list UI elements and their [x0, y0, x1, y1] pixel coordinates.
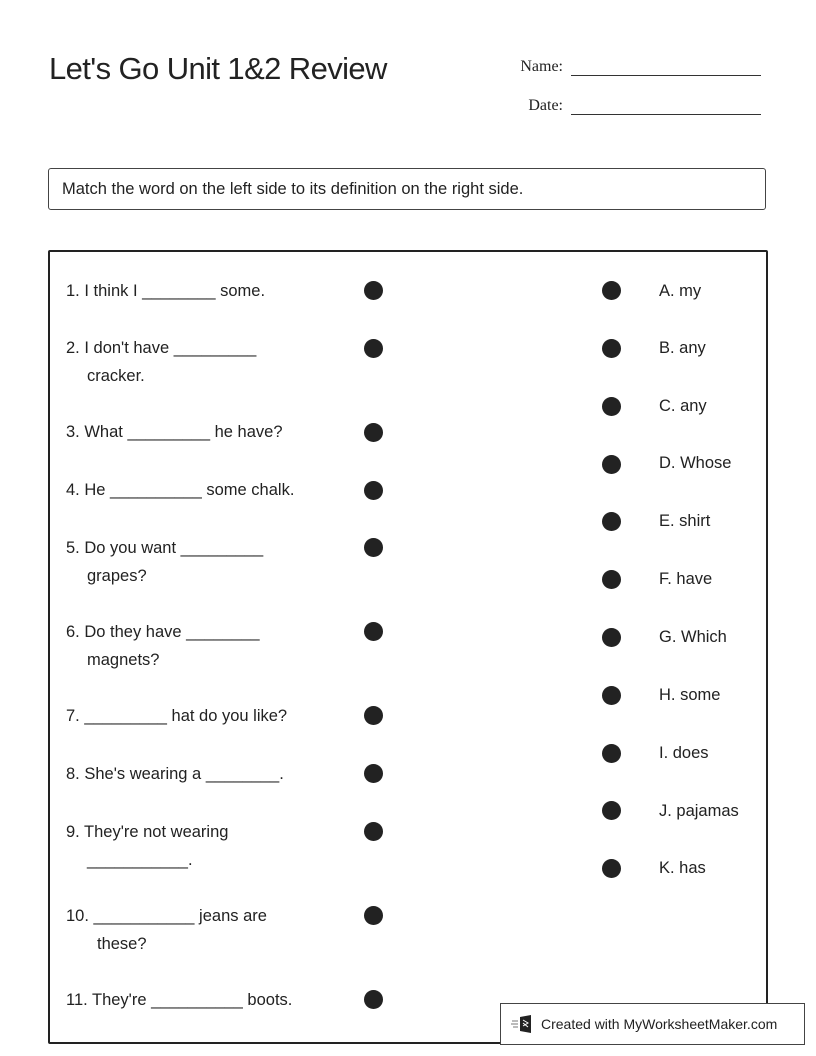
- question-10: [66, 902, 336, 958]
- question-text: 9. They're not wearing: [66, 823, 229, 841]
- answer-e-dot[interactable]: [602, 512, 621, 531]
- answer-f: F. have: [659, 570, 713, 588]
- answer-b-dot[interactable]: [602, 339, 621, 358]
- answer-h-dot[interactable]: [602, 686, 621, 705]
- question-10-dot[interactable]: [364, 906, 383, 925]
- question-8-dot[interactable]: [364, 764, 383, 783]
- question-11-dot[interactable]: [364, 990, 383, 1009]
- question-text-cont: cracker.: [87, 367, 145, 385]
- name-input-line[interactable]: [571, 57, 761, 76]
- answer-j: J. pajamas: [659, 802, 739, 820]
- answer-f-dot[interactable]: [602, 570, 621, 589]
- question-6-dot[interactable]: [364, 622, 383, 641]
- name-label: Name:: [520, 58, 563, 75]
- answer-h: H. some: [659, 686, 721, 704]
- answer-i: I. does: [659, 744, 709, 762]
- date-input-line[interactable]: [571, 96, 761, 115]
- question-text-cont: ___________.: [87, 851, 193, 869]
- question-7: [66, 702, 336, 730]
- answer-a-dot[interactable]: [602, 281, 621, 300]
- answer-b: B. any: [659, 339, 706, 357]
- question-5-dot[interactable]: [364, 538, 383, 557]
- question-text: 3. What _________ he have?: [66, 423, 283, 441]
- question-4: [66, 476, 336, 504]
- question-text: 4. He __________ some chalk.: [66, 481, 295, 499]
- question-2-dot[interactable]: [364, 339, 383, 358]
- question-9-dot[interactable]: [364, 822, 383, 841]
- question-5: [66, 534, 336, 590]
- question-11: [66, 986, 336, 1014]
- footer-text: Created with MyWorksheetMaker.com: [541, 1016, 778, 1032]
- answer-j-dot[interactable]: [602, 801, 621, 820]
- question-text: 5. Do you want _________: [66, 539, 264, 557]
- date-label: Date:: [528, 97, 563, 114]
- question-text: 8. She's wearing a ________.: [66, 765, 284, 783]
- answer-e: E. shirt: [659, 512, 711, 530]
- answer-g: G. Which: [659, 628, 727, 646]
- answer-k: K. has: [659, 859, 706, 877]
- question-2: [66, 334, 336, 390]
- question-7-dot[interactable]: [364, 706, 383, 725]
- question-1: [66, 277, 336, 305]
- question-4-dot[interactable]: [364, 481, 383, 500]
- question-text-cont: magnets?: [87, 651, 160, 669]
- question-8: [66, 760, 336, 788]
- question-text-cont: these?: [97, 935, 147, 953]
- question-1-dot[interactable]: [364, 281, 383, 300]
- worksheet-maker-logo-icon: [511, 1014, 537, 1034]
- page-title: Let's Go Unit 1&2 Review: [49, 51, 387, 86]
- question-3-dot[interactable]: [364, 423, 383, 442]
- answer-d-dot[interactable]: [602, 455, 621, 474]
- date-field[interactable]: [503, 96, 761, 115]
- answer-k-dot[interactable]: [602, 859, 621, 878]
- answer-g-dot[interactable]: [602, 628, 621, 647]
- instructions-box: Match the word on the left side to its definition on the right side.: [48, 168, 766, 210]
- question-text: 6. Do they have ________: [66, 623, 260, 641]
- question-text: 10. ___________ jeans are: [66, 907, 267, 925]
- answer-a: A. my: [659, 282, 702, 300]
- answer-i-dot[interactable]: [602, 744, 621, 763]
- question-6: [66, 618, 336, 674]
- question-text: 7. _________ hat do you like?: [66, 707, 288, 725]
- answer-c-dot[interactable]: [602, 397, 621, 416]
- answer-d: D. Whose: [659, 454, 732, 472]
- question-3: [66, 418, 336, 446]
- question-text: 1. I think I ________ some.: [66, 282, 266, 300]
- footer-badge[interactable]: [500, 1003, 805, 1045]
- answer-c: C. any: [659, 397, 707, 415]
- question-text: 11. They're __________ boots.: [66, 991, 293, 1009]
- question-text: 2. I don't have _________: [66, 339, 257, 357]
- question-9: [66, 818, 336, 874]
- question-text-cont: grapes?: [87, 567, 147, 585]
- name-field[interactable]: [503, 57, 761, 76]
